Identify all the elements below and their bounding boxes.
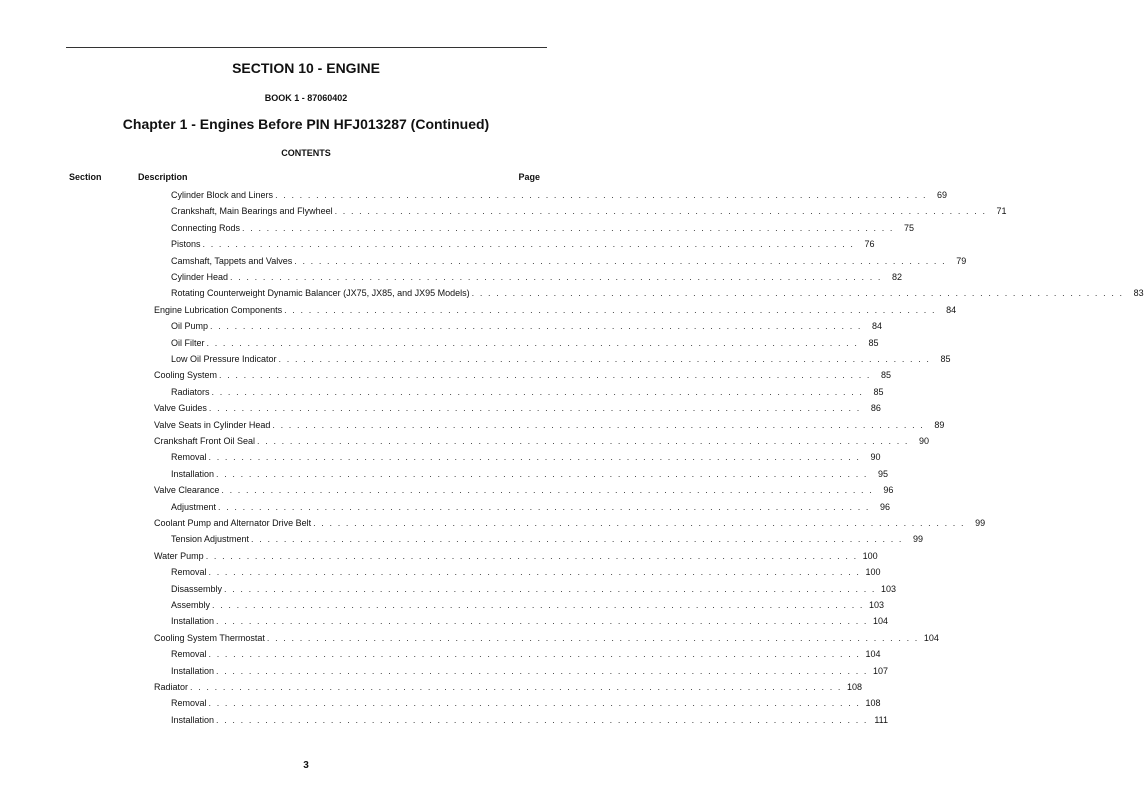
toc-entry-page: 85 bbox=[940, 354, 951, 364]
toc-leader-dots: . . . . . . . . . . . . . . . . . . . . . . . . . . . . . . . . . . . . . . . . . . . . . . . . . . . . . . . . . . . . . . . . . . . . . . . . . . . . . . . . bbox=[208, 649, 861, 660]
toc-leader-dots: . . . . . . . . . . . . . . . . . . . . . . . . . . . . . . . . . . . . . . . . . . . . . . . . . . . . . . . . . . . . . . . . . . . . . . . . . . . . . . . . bbox=[218, 501, 871, 512]
toc-entry-page: 82 bbox=[892, 272, 903, 282]
toc-leader-dots: . . . . . . . . . . . . . . . . . . . . . . . . . . . . . . . . . . . . . . . . . . . . . . . . . . . . . . . . . . . . . . . . . . . . . . . . . . . . . . . . bbox=[334, 206, 987, 217]
toc-entry bbox=[171, 646, 881, 662]
toc-entry bbox=[154, 679, 863, 695]
toc-entry-label: Connecting Rods bbox=[171, 222, 241, 233]
toc-entry bbox=[171, 597, 884, 613]
toc-leader-dots: . . . . . . . . . . . . . . . . . . . . . . . . . . . . . . . . . . . . . . . . . . . . . . . . . . . . . . . . . . . . . . . . . . . . . . . . . . . . . . . . bbox=[210, 321, 862, 332]
toc-entry-label: Installation bbox=[171, 616, 215, 627]
toc-entry bbox=[171, 564, 881, 580]
toc-entry bbox=[171, 499, 891, 515]
column-header-page: Page bbox=[518, 172, 540, 182]
toc-entry bbox=[154, 417, 945, 433]
toc-leader-dots: . . . . . . . . . . . . . . . . . . . . . . . . . . . . . . . . . . . . . . . . . . . . . . . . . . . . . . . . . . . . . . . . . . . . . . . . . . . . . . . . bbox=[212, 600, 864, 610]
toc-entry-label: Crankshaft Front Oil Seal bbox=[154, 436, 256, 446]
toc-entry-label: Cylinder Block and Liners bbox=[171, 190, 274, 200]
toc-entry-page: 99 bbox=[913, 534, 924, 545]
toc-entry-label: Tension Adjustment bbox=[171, 534, 250, 545]
toc-entry-page: 107 bbox=[872, 665, 889, 676]
toc-entry bbox=[171, 203, 1007, 219]
toc-entry-label: Radiator bbox=[154, 682, 189, 692]
toc-entry-page: 79 bbox=[956, 255, 967, 266]
toc-leader-dots: . . . . . . . . . . . . . . . . . . . . . . . . . . . . . . . . . . . . . . . . . . . . . . . . . . . . . . . . . . . . . . . . . . . . . . . . . . . . . . . . bbox=[257, 436, 910, 446]
toc-entry bbox=[171, 335, 879, 351]
toc-entry bbox=[171, 581, 896, 597]
toc-entry-page: 103 bbox=[868, 600, 884, 610]
toc-entry bbox=[171, 695, 881, 711]
toc-entry-label: Valve Clearance bbox=[154, 485, 220, 496]
toc-entry-label: Coolant Pump and Alternator Drive Belt bbox=[154, 518, 312, 528]
toc-entry-page: 103 bbox=[880, 583, 896, 594]
contents-heading: CONTENTS bbox=[281, 148, 331, 158]
toc-entry-label: Installation bbox=[171, 665, 215, 676]
toc-entry-page: 86 bbox=[870, 403, 881, 414]
page-number: 3 bbox=[303, 760, 309, 771]
toc-entry-label: Cooling System bbox=[154, 370, 218, 381]
toc-leader-dots: . . . . . . . . . . . . . . . . . . . . . . . . . . . . . . . . . . . . . . . . . . . . . . . . . . . . . . . . . . . . . . . . . . . . . . . . . . . . . . . . bbox=[272, 419, 925, 430]
toc-leader-dots: . . . . . . . . . . . . . . . . . . . . . . . . . . . . . . . . . . . . . . . . . . . . . . . . . . . . . . . . . . . . . . . . . . . . . . . . . . . . . . . . bbox=[208, 403, 861, 414]
toc-leader-dots: . . . . . . . . . . . . . . . . . . . . . . . . . . . . . . . . . . . . . . . . . . . . . . . . . . . . . . . . . . . . . . . . . . . . . . . . . . . . . . . . bbox=[208, 567, 861, 578]
toc-leader-dots: . . . . . . . . . . . . . . . . . . . . . . . . . . . . . . . . . . . . . . . . . . . . . . . . . . . . . . . . . . . . . . . . . . . . . . . . . . . . . . . . bbox=[206, 337, 859, 348]
toc-leader-dots: . . . . . . . . . . . . . . . . . . . . . . . . . . . . . . . . . . . . . . . . . . . . . . . . . . . . . . . . . . . . . . . . . . . . . . . . . . . . . . . . bbox=[208, 698, 861, 709]
toc-entry-page: 75 bbox=[904, 222, 915, 233]
toc-entry bbox=[171, 712, 889, 728]
toc-entry-page: 108 bbox=[865, 698, 881, 709]
toc-entry-label: Disassembly bbox=[171, 583, 223, 594]
toc-leader-dots: . . . . . . . . . . . . . . . . . . . . . . . . . . . . . . . . . . . . . . . . . . . . . . . . . . . . . . . . . . . . . . . . . . . . . . . . . . . . . . . . bbox=[471, 288, 1124, 299]
toc-entry-label: Crankshaft, Main Bearings and Flywheel bbox=[171, 206, 333, 217]
toc-entry-page: 90 bbox=[919, 436, 930, 446]
toc-leader-dots: . . . . . . . . . . . . . . . . . . . . . . . . . . . . . . . . . . . . . . . . . . . . . . . . . . . . . . . . . . . . . . . . . . . . . . . . . . . . . . . . bbox=[216, 468, 869, 479]
toc-leader-dots: . . . . . . . . . . . . . . . . . . . . . . . . . . . . . . . . . . . . . . . . . . . . . . . . . . . . . . . . . . . . . . . . . . . . . . . . . . . . . . . . bbox=[202, 239, 855, 250]
toc-leader-dots: . . . . . . . . . . . . . . . . . . . . . . . . . . . . . . . . . . . . . . . . . . . . . . . . . . . . . . . . . . . . . . . . . . . . . . . . . . . . . . . . bbox=[190, 682, 843, 692]
toc-entry-page: 100 bbox=[865, 567, 881, 578]
toc-entry-page: 71 bbox=[996, 206, 1007, 217]
toc-entry-page: 85 bbox=[881, 370, 892, 381]
column-header-section: Section bbox=[69, 172, 102, 182]
toc-leader-dots: . . . . . . . . . . . . . . . . . . . . . . . . . . . . . . . . . . . . . . . . . . . . . . . . . . . . . . . . . . . . . . . . . . . . . . . . . . . . . . . . bbox=[211, 386, 864, 397]
toc-entry-page: 96 bbox=[880, 501, 891, 512]
toc-entry-label: Removal bbox=[171, 452, 207, 463]
toc-entry-page: 104 bbox=[872, 616, 889, 627]
toc-leader-dots: . . . . . . . . . . . . . . . . . . . . . . . . . . . . . . . . . . . . . . . . . . . . . . . . . . . . . . . . . . . . . . . . . . . . . . . . . . . . . . . . bbox=[219, 370, 872, 381]
toc-entry-page: 104 bbox=[865, 649, 881, 660]
toc-entry-page: 90 bbox=[870, 452, 881, 463]
toc-entry bbox=[171, 531, 924, 547]
toc-entry bbox=[171, 466, 889, 482]
toc-entry-label: Removal bbox=[171, 567, 207, 578]
toc-leader-dots: . . . . . . . . . . . . . . . . . . . . . . . . . . . . . . . . . . . . . . . . . . . . . . . . . . . . . . . . . . . . . . . . . . . . . . . . . . . . . . . . bbox=[278, 354, 931, 364]
toc-leader-dots: . . . . . . . . . . . . . . . . . . . . . . . . . . . . . . . . . . . . . . . . . . . . . . . . . . . . . . . . . . . . . . . . . . . . . . . . . . . . . . . . bbox=[275, 190, 928, 200]
toc-entry-page: 85 bbox=[868, 337, 879, 348]
toc-leader-dots: . . . . . . . . . . . . . . . . . . . . . . . . . . . . . . . . . . . . . . . . . . . . . . . . . . . . . . . . . . . . . . . . . . . . . . . . . . . . . . . . bbox=[294, 255, 947, 266]
toc-entry-label: Rotating Counterweight Dynamic Balancer (JX75, JX85, and JX95 Models) bbox=[171, 288, 470, 299]
toc-entry-page: 69 bbox=[937, 190, 948, 200]
toc-leader-dots: . . . . . . . . . . . . . . . . . . . . . . . . . . . . . . . . . . . . . . . . . . . . . . . . . . . . . . . . . . . . . . . . . . . . . . . . . . . . . . . . bbox=[216, 714, 869, 725]
toc-entry-page: 85 bbox=[873, 386, 884, 397]
toc-entry-page: 104 bbox=[923, 632, 939, 643]
toc-entry-label: Engine Lubrication Components bbox=[154, 304, 283, 315]
section-title: SECTION 10 - ENGINE bbox=[232, 60, 380, 76]
toc-leader-dots: . . . . . . . . . . . . . . . . . . . . . . . . . . . . . . . . . . . . . . . . . . . . . . . . . . . . . . . . . . . . . . . . . . . . . . . . . . . . . . . . bbox=[230, 272, 883, 282]
toc-entry-page: 83 bbox=[1133, 288, 1144, 299]
toc-entry bbox=[171, 384, 884, 400]
toc-leader-dots: . . . . . . . . . . . . . . . . . . . . . . . . . . . . . . . . . . . . . . . . . . . . . . . . . . . . . . . . . . . . . . . . . . . . . . . . . . . . . . . . bbox=[221, 485, 874, 496]
toc-entry-label: Oil Pump bbox=[171, 321, 209, 332]
toc-entry bbox=[171, 613, 889, 629]
toc-entry-label: Removal bbox=[171, 649, 207, 660]
toc-entry-page: 99 bbox=[975, 518, 986, 528]
toc-entry-label: Removal bbox=[171, 698, 207, 709]
column-header-description: Description bbox=[138, 172, 188, 182]
toc-entry bbox=[171, 351, 951, 367]
toc-leader-dots: . . . . . . . . . . . . . . . . . . . . . . . . . . . . . . . . . . . . . . . . . . . . . . . . . . . . . . . . . . . . . . . . . . . . . . . . . . . . . . . . bbox=[266, 632, 919, 643]
toc-entry-label: Cooling System Thermostat bbox=[154, 632, 265, 643]
toc-entry bbox=[154, 630, 939, 646]
toc-entry-label: Pistons bbox=[171, 239, 201, 250]
toc-leader-dots: . . . . . . . . . . . . . . . . . . . . . . . . . . . . . . . . . . . . . . . . . . . . . . . . . . . . . . . . . . . . . . . . . . . . . . . . . . . . . . . . bbox=[224, 583, 876, 594]
toc-entry bbox=[154, 482, 894, 498]
toc-leader-dots: . . . . . . . . . . . . . . . . . . . . . . . . . . . . . . . . . . . . . . . . . . . . . . . . . . . . . . . . . . . . . . . . . . . . . . . . . . . . . . . . bbox=[284, 304, 937, 315]
toc-entry bbox=[171, 187, 948, 203]
toc-entry bbox=[171, 663, 889, 679]
toc-entry bbox=[171, 220, 915, 236]
toc-entry-label: Adjustment bbox=[171, 501, 217, 512]
toc-entry-page: 84 bbox=[871, 321, 882, 332]
header-rule bbox=[66, 47, 547, 48]
toc-entry bbox=[154, 400, 881, 416]
toc-entry-label: Valve Guides bbox=[154, 403, 207, 414]
toc-entry-page: 76 bbox=[864, 239, 875, 250]
toc-entry bbox=[154, 302, 957, 318]
toc-leader-dots: . . . . . . . . . . . . . . . . . . . . . . . . . . . . . . . . . . . . . . . . . . . . . . . . . . . . . . . . . . . . . . . . . . . . . . . . . . . . . . . . bbox=[242, 222, 895, 233]
toc-leader-dots: . . . . . . . . . . . . . . . . . . . . . . . . . . . . . . . . . . . . . . . . . . . . . . . . . . . . . . . . . . . . . . . . . . . . . . . . . . . . . . . . bbox=[216, 616, 869, 627]
toc-entry-page: 89 bbox=[934, 419, 945, 430]
toc-entry bbox=[154, 367, 892, 383]
toc-entry-label: Installation bbox=[171, 468, 215, 479]
toc-entry-label: Cylinder Head bbox=[171, 272, 229, 282]
toc-entry bbox=[154, 515, 986, 531]
toc-entry bbox=[171, 318, 882, 334]
toc-entry-page: 96 bbox=[883, 485, 894, 496]
toc-entry-page: 108 bbox=[846, 682, 863, 692]
toc-entry bbox=[171, 253, 967, 269]
toc-entry-label: Water Pump bbox=[154, 550, 204, 561]
toc-entry-label: Valve Seats in Cylinder Head bbox=[154, 419, 271, 430]
toc-entry-label: Camshaft, Tappets and Valves bbox=[171, 255, 293, 266]
toc-leader-dots: . . . . . . . . . . . . . . . . . . . . . . . . . . . . . . . . . . . . . . . . . . . . . . . . . . . . . . . . . . . . . . . . . . . . . . . . . . . . . . . . bbox=[313, 518, 966, 528]
toc-entry-label: Low Oil Pressure Indicator bbox=[171, 354, 277, 364]
toc-entry bbox=[154, 548, 878, 564]
toc-entry bbox=[171, 285, 1144, 301]
toc-entry-label: Oil Filter bbox=[171, 337, 205, 348]
toc-entry-page: 100 bbox=[862, 550, 878, 561]
toc-leader-dots: . . . . . . . . . . . . . . . . . . . . . . . . . . . . . . . . . . . . . . . . . . . . . . . . . . . . . . . . . . . . . . . . . . . . . . . . . . . . . . . . bbox=[208, 452, 861, 463]
toc-entry-page: 84 bbox=[946, 304, 957, 315]
toc-entry bbox=[154, 433, 930, 449]
toc-entry bbox=[171, 269, 903, 285]
chapter-title: Chapter 1 - Engines Before PIN HFJ013287 (Continued) bbox=[122, 116, 490, 132]
toc-entry-label: Radiators bbox=[171, 386, 210, 397]
toc-leader-dots: . . . . . . . . . . . . . . . . . . . . . . . . . . . . . . . . . . . . . . . . . . . . . . . . . . . . . . . . . . . . . . . . . . . . . . . . . . . . . . . . bbox=[205, 550, 858, 561]
toc-entry-label: Installation bbox=[171, 714, 215, 725]
toc-leader-dots: . . . . . . . . . . . . . . . . . . . . . . . . . . . . . . . . . . . . . . . . . . . . . . . . . . . . . . . . . . . . . . . . . . . . . . . . . . . . . . . . bbox=[251, 534, 904, 545]
book-number: BOOK 1 - 87060402 bbox=[264, 93, 348, 103]
toc-entry bbox=[171, 449, 881, 465]
toc-entry bbox=[171, 236, 875, 252]
toc-leader-dots: . . . . . . . . . . . . . . . . . . . . . . . . . . . . . . . . . . . . . . . . . . . . . . . . . . . . . . . . . . . . . . . . . . . . . . . . . . . . . . . . bbox=[216, 665, 869, 676]
toc-entry-label: Assembly bbox=[171, 600, 211, 610]
toc-entry-page: 111 bbox=[874, 714, 889, 725]
toc-entry-page: 95 bbox=[878, 468, 889, 479]
